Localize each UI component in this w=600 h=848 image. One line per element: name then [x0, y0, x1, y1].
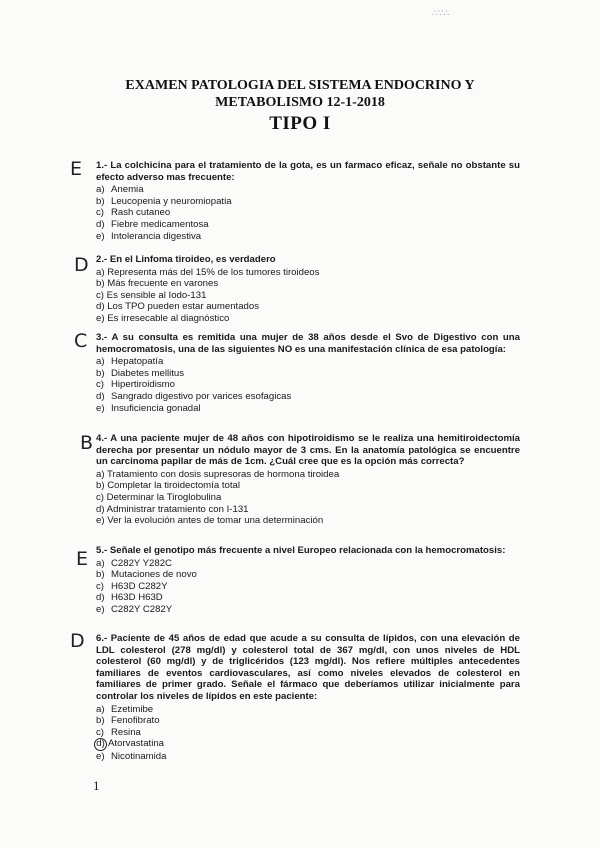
option-e: e) Nicotinamida [96, 751, 167, 763]
exam-type-title: TIPO I [269, 113, 331, 134]
option-e: e) Intolerancia digestiva [96, 230, 202, 242]
answer-mark-q4: B [80, 432, 94, 454]
option-c: c) Es sensible al Iodo-131 [96, 289, 207, 301]
answer-mark-q6: D [70, 630, 85, 652]
option-a: a) Tratamiento con dosis supresoras de hormona tiroidea [96, 468, 340, 480]
option-a: a) Hepatopatía [96, 356, 164, 368]
option-d: d) Los TPO pueden estar aumentados [96, 301, 260, 313]
option-d: d) Sangrado digestivo por varices esofagicas [96, 390, 292, 402]
option-a: a) Anemia [96, 184, 144, 196]
option-b: b) Diabetes mellitus [96, 367, 185, 379]
question-6 [96, 633, 520, 763]
option-a: a) Ezetimibe [96, 703, 154, 715]
page-number: 1 [93, 778, 100, 793]
option-a: a) C282Y Y282C [96, 557, 172, 569]
option-b: b) Leucopenia y neuromiopatia [96, 195, 232, 207]
answer-mark-q5: E [76, 548, 89, 570]
answer-mark-q2: D [74, 254, 89, 276]
option-c: c) Hipertiroidismo [96, 379, 175, 391]
option-b: b) Más frecuente en varones [96, 278, 219, 290]
option-c: c) H63D C282Y [96, 580, 168, 592]
option-d: d) H63D H63D [96, 592, 163, 604]
option-e: e) Ver la evolución antes de tomar una determinación [96, 515, 324, 527]
option-e: e) C282Y C282Y [96, 603, 173, 615]
option-b: b) Fenofibrato [96, 715, 160, 727]
question-stem: 3.- A su consulta es remitida una mujer de 38 años desde el Svo de Digestivo con una hemocromatosis, una de las siguientes NO es una manifestación clínica de esa patología: [96, 332, 520, 355]
question-2 [96, 254, 520, 325]
option-d: d) Fiebre medicamentosa [96, 218, 209, 230]
exam-title-line-1: EXAMEN PATOLOGIA DEL SISTEMA ENDOCRINO Y [125, 78, 475, 93]
question-3 [96, 332, 520, 414]
option-c: c) Rash cutaneo [96, 207, 171, 219]
scan-smudge: ∴∵∴ [432, 8, 450, 18]
question-stem: 6.- Paciente de 45 años de edad que acude a su consulta de lípidos, con una elevación de LDL colesterol (278 mg/dl) y colesterol total de 367 mg/dl, con unos niveles de HDL colesterol (60 mg/dl) y de triglicéridos (123 mg/dl). Nos refiere múltiples antecedentes familiares de eventos cardiovasculares, así como niveles elevados de colesterol en familiares de primer grado. Señale el fármaco que deberíamos utilizar inicialmente para controlar los niveles de lípidos en este paciente: [96, 633, 520, 702]
question-stem: 1.- La colchicina para el tratamiento de la gota, es un farmaco eficaz, señale no obstante su efecto adverso mas frecuente: [96, 160, 520, 183]
question-4 [96, 433, 520, 527]
question-stem: 2.- En el Linfoma tiroideo, es verdadero [96, 254, 276, 265]
option-c: c) Determinar la Tiroglobulina [96, 491, 222, 503]
circled-answer: d) [94, 738, 107, 751]
option-b: b) Completar la tiroidectomía total [96, 480, 240, 492]
exam-title-line-2: METABOLISMO 12-1-2018 [215, 95, 385, 110]
option-a: a) Representa más del 15% de los tumores tiroideos [96, 266, 320, 278]
question-stem: 4.- A una paciente mujer de 48 años con hipotiroidismo se le realiza una hemitiroidectomía derecha por presentar un nódulo mayor de 3 cms. En la anatomía patológica se encuentre un carcinoma papilar de más de 1cm. ¿Cuál cree que es la opción más correcta? [96, 433, 520, 468]
question-stem: 5.- Señale el genotipo más frecuente a nivel Europeo relacionada con la hemocromatosis: [96, 545, 506, 556]
option-d: d) Administrar tratamiento con I-131 [96, 503, 249, 515]
question-5 [96, 545, 520, 616]
answer-mark-q1: E [70, 158, 83, 180]
option-e: e) Es irresecable al diagnóstico [96, 312, 230, 324]
option-c: c) Resina [96, 726, 141, 738]
option-d: d) Atorvastatina [96, 738, 520, 751]
option-b: b) Mutaciones de novo [96, 569, 197, 581]
answer-mark-q3: C [74, 330, 88, 352]
option-e: e) Insuficiencia gonadal [96, 402, 201, 414]
question-1 [96, 160, 520, 242]
